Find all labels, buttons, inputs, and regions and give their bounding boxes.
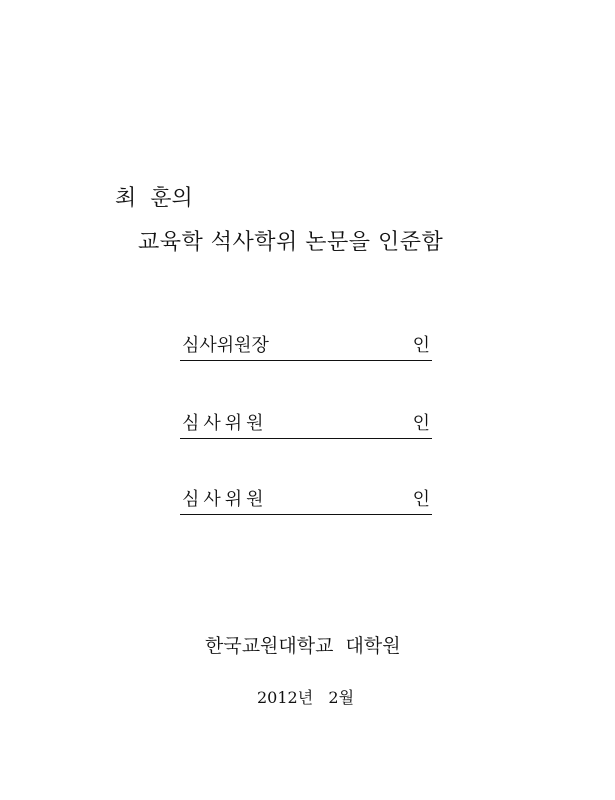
signature-line-member xyxy=(180,412,432,439)
seal-mark: 인 xyxy=(412,489,430,510)
signature-line-member xyxy=(180,488,432,515)
signature-line-chair xyxy=(180,334,432,361)
seal-mark: 인 xyxy=(412,335,430,356)
signature-role-label: 심사위원장 xyxy=(182,335,269,356)
institution-name: 한국교원대학교 대학원 xyxy=(205,635,401,657)
approval-statement: 교육학 석사학위 논문을 인준함 xyxy=(138,230,444,255)
seal-mark: 인 xyxy=(412,413,430,434)
signature-role-label: 심사위원 xyxy=(182,413,268,434)
approval-date: 2012년 2월 xyxy=(257,688,355,707)
signature-role-label: 심사위원 xyxy=(182,489,268,510)
author-name: 최 훈의 xyxy=(115,186,193,211)
